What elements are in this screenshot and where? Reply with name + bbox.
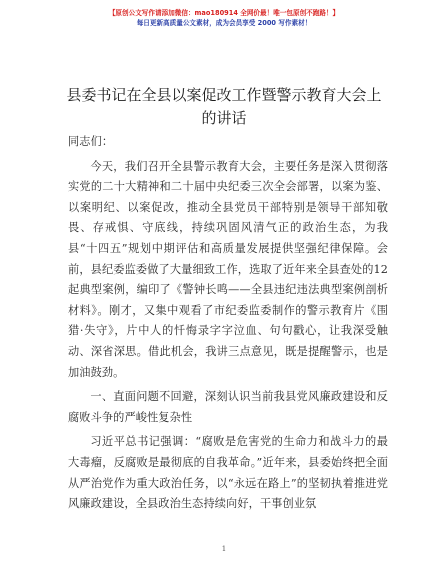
page-number: 1 xyxy=(221,545,227,553)
section-heading-1: 一、直面问题不回避，深刻认识当前我县党风廉政建设和反腐败斗争的严峻性复杂性 xyxy=(68,390,388,424)
promo-banner xyxy=(0,9,448,28)
promo-banner-line-2: 每日更新高质量公文素材，成为会员享受 2000 写作素材！ xyxy=(136,19,312,27)
salutation: 同志们： xyxy=(68,135,114,148)
document-body xyxy=(68,132,388,515)
paragraph-section-1: 习近平总书记强调：“腐败是危害党的生命力和战斗力的最大毒瘤，反腐败是最彻底的自我革命。”近年来，县委始终把全面从严治党作为重大政治任务，以“永远在路上”的坚韧执着推进党风廉政建设，全县政治生态持续向好，干事创业氛 xyxy=(68,435,388,511)
paragraph-intro: 今天，我们召开全县警示教育大会，主要任务是深入贯彻落实党的二十大精神和二十届中央纪委三次全会部署，以案为鉴、以案明纪、以案促改，推动全县党员干部特别是领导干部知敬畏、存戒惧、守底线，持续巩固风清气正的政治生态，为我县“十四五”规划中期评估和高质量发展提供坚强纪律保障。会前，县纪委监委做了大量细致工作，选取了近年来全县查处的12起典型案例，编印了《警钟长鸣——全县违纪违法典型案例剖析材料》。刚才，又集中观看了市纪委监委制作的警示教育片《围猎·失守》，片中人的忏悔录字字泣血、句句戳心，让我深受触动、深省深思。借此机会，我讲三点意见，既是提醒警示，也是加油鼓劲。 xyxy=(68,159,388,379)
document-title: 县委书记在全县以案促改工作暨警示教育大会上的讲话 xyxy=(66,86,382,127)
promo-banner-line-1: 【原创公文写作请添加微信：mao180914 全网价最！唯一包原创不跑路！】 xyxy=(108,9,340,17)
